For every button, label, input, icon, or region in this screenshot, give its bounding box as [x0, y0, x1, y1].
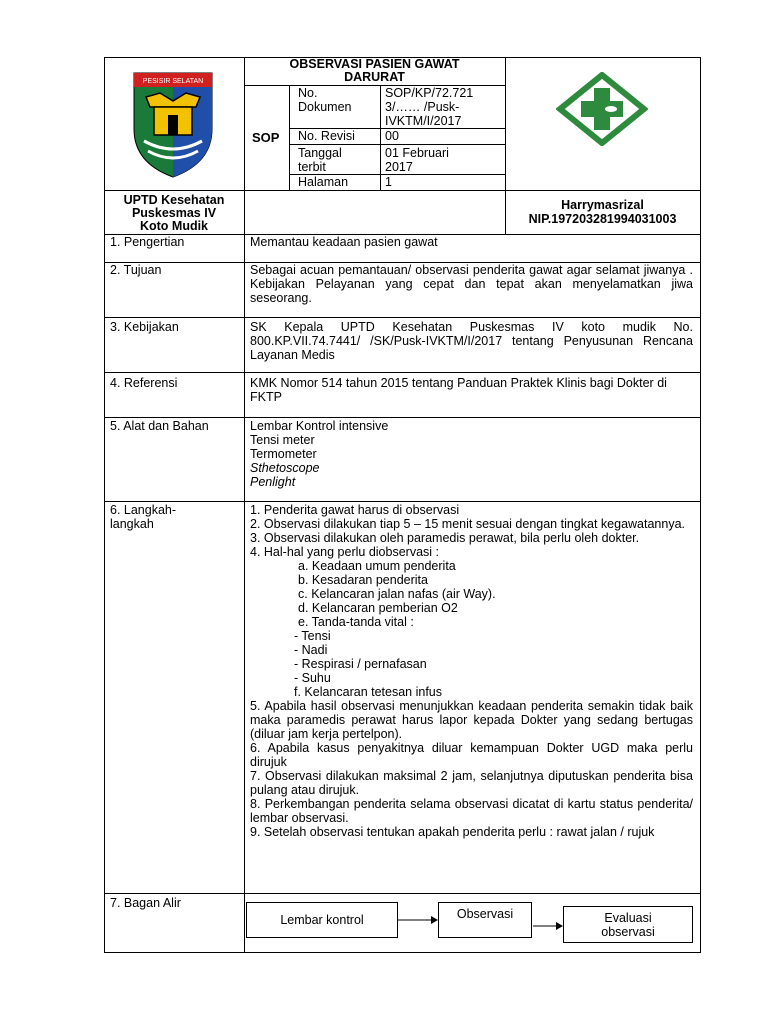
flow-box-observasi: Observasi [438, 902, 532, 938]
page-title [244, 58, 505, 84]
list-item: Sthetoscope [250, 461, 320, 475]
list-item: Lembar Kontrol intensive [250, 419, 389, 433]
referensi-label: 4. Referensi [110, 376, 178, 390]
title-line-1: OBSERVASI PASIEN GAWAT [289, 57, 460, 71]
sub-step: a. Keadaan umum penderita [298, 559, 456, 573]
step: 4. Hal-hal yang perlu diobservasi : [250, 545, 439, 559]
sub-step: f. Kelancaran tetesan infus [294, 685, 443, 699]
page-label: Halaman [298, 175, 349, 189]
step: 6. Apabila kasus penyakitnya diluar kemampuan Dokter UGD maka perlu dirujuk [250, 741, 693, 769]
step: 9. Setelah observasi tentukan apakah penderita perlu : rawat jalan / rujuk [250, 825, 655, 839]
langkah-steps [250, 503, 693, 839]
list-item: Tensi meter [250, 433, 315, 447]
tujuan-label: 2. Tujuan [110, 263, 162, 277]
pengertian-label: 1. Pengertian [110, 235, 185, 249]
sub-step: c. Kelancaran jalan nafas (air Way). [298, 587, 496, 601]
flow-box-lembar-kontrol: Lembar kontrol [246, 902, 398, 938]
doc-number-value: SOP/KP/72.721 3/…… /Pusk- IVKTM/I/2017 [385, 86, 474, 128]
langkah-label: 6. Langkah- langkah [110, 503, 177, 531]
kebijakan-label: 3. Kebijakan [110, 320, 179, 334]
alat-list [250, 419, 693, 489]
signer-block [505, 198, 700, 226]
step: 1. Penderita gawat harus di observasi [250, 503, 460, 517]
vital-item: - Nadi [294, 643, 328, 657]
kebijakan-text: SK Kepala UPTD Kesehatan Puskesmas IV koto mudik No. 800.KP.VII.74.7441/ /SK/Pusk-IVKTM/I/2017 tentang Penyusunan Rencana Layanan Medis [250, 320, 693, 362]
puskesmas-logo [556, 72, 648, 146]
sub-step: b. Kesadaran penderita [298, 573, 428, 587]
doc-number-label: No. Dokumen [298, 86, 352, 114]
pengertian-text: Memantau keadaan pasien gawat [250, 235, 438, 249]
step: 5. Apabila hasil observasi menunjukkan keadaan penderita semakin tidak baik maka paramedis perawat harus lapor kepada Dokter yang sedang bertugas (diluar jam kerja pertelpon). [250, 699, 693, 741]
flow-box-evaluasi: Evaluasi observasi [563, 906, 693, 943]
bagan-label: 7. Bagan Alir [110, 896, 181, 910]
regency-logo [130, 67, 216, 179]
signer-nip: NIP.197203281994031003 [528, 212, 677, 226]
issue-date-label: Tanggal terbit [298, 146, 342, 174]
alat-label: 5. Alat dan Bahan [110, 419, 209, 433]
step: 2. Observasi dilakukan tiap 5 – 15 menit sesuai dengan tingkat kegawatannya. [250, 517, 685, 531]
sop-label: SOP [252, 130, 280, 145]
logo-text: PESISIR SELATAN [142, 78, 204, 85]
page-value: 1 [385, 175, 392, 189]
vital-item: - Tensi [294, 629, 331, 643]
sub-step: d. Kelancaran pemberian O2 [298, 601, 458, 615]
referensi-text: KMK Nomor 514 tahun 2015 tentang Panduan Praktek Klinis bagi Dokter di FKTP [250, 376, 667, 404]
list-item: Termometer [250, 447, 317, 461]
organization-name: UPTD Kesehatan Puskesmas IV Koto Mudik [123, 193, 225, 233]
step: 8. Perkembangan penderita selama observasi dicatat di kartu status penderita/ lembar observasi. [250, 797, 693, 825]
revision-label: No. Revisi [298, 129, 355, 143]
sub-step: e. Tanda-tanda vital : [298, 615, 414, 629]
signer-name: Harrymasrizal [561, 198, 644, 212]
revision-value: 00 [385, 129, 399, 143]
vital-item: - Suhu [294, 671, 331, 685]
flow-arrows [396, 912, 566, 932]
list-item: Penlight [250, 475, 296, 489]
step: 3. Observasi dilakukan oleh paramedis perawat, bila perlu oleh dokter. [250, 531, 640, 545]
step: 7. Observasi dilakukan maksimal 2 jam, selanjutnya diputuskan penderita bisa pulang atau dirujuk. [250, 769, 693, 797]
title-line-2: DARURAT [344, 70, 405, 84]
issue-date-value: 01 Februari 2017 [385, 146, 449, 174]
vital-item: - Respirasi / pernafasan [294, 657, 427, 671]
tujuan-text: Sebagai acuan pemantauan/ observasi penderita gawat agar selamat jiwanya . Kebijakan Pelayanan yang cepat dan tepat akan menyelamatkan jiwa seseorang. [250, 263, 693, 305]
